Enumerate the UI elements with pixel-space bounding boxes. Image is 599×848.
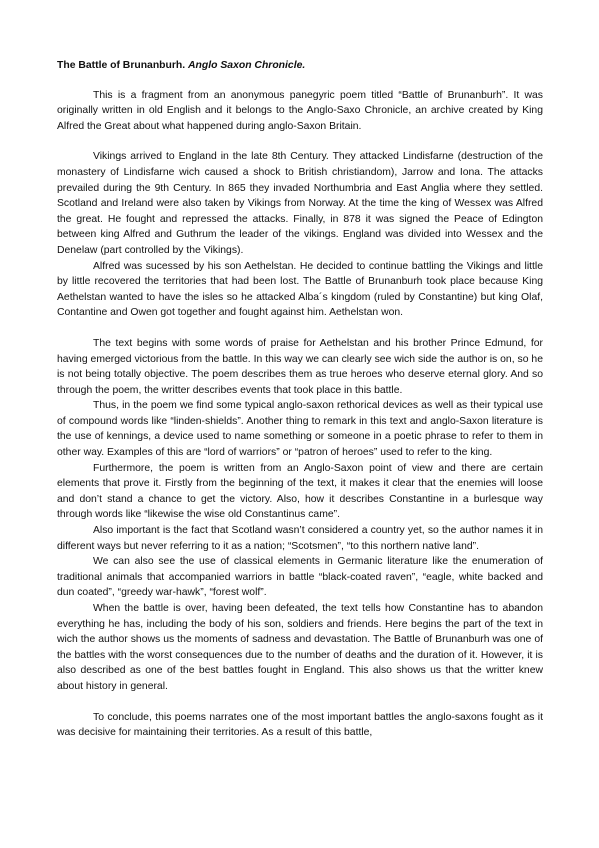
- paragraph-animals: We can also see the use of classical elements in Germanic literature like the enumeration of traditional animals that accompanied warriors in battle “black-coated raven”, “eagle, white backed and dun coated”, “greedy war-hawk”, “forest wolf”.: [57, 556, 543, 599]
- paragraph-aethelstan: Alfred was sucessed by his son Aethelstan. He decided to continue battling the Vikings and little by little recovered the territories that had been lost. The Battle of Brunanburh took place because King Aethelstan wanted to have the isles so he attacked Alba´s kingdom (ruled by Constantine) but king Olaf, Contantine and Owen got together and fought against him. Aethelstan won.: [57, 260, 543, 319]
- paragraph-scotland: Also important is the fact that Scotland wasn’t considered a country yet, so the author names it in different ways but never referring to it as a nation; “Scotsmen”, “to this northern native land”.: [57, 525, 543, 552]
- title-source: Anglo Saxon Chronicle.: [188, 60, 306, 71]
- document-title: [57, 58, 543, 74]
- paragraph-devices: Thus, in the poem we find some typical anglo-saxon rethorical devices as well as their typical use of compound words like “linden-shields”. Another thing to remark in this text and anglo-Saxon literature is the use of kennings, a device used to name something or someone in a poetic phrase to refer to them in other way. Examples of this are “lord of warriors” or “patron of heroes” used to refer to the king.: [57, 400, 543, 459]
- title-text: The Battle of Brunanburh.: [57, 60, 186, 71]
- paragraph-praise: The text begins with some words of praise for Aethelstan and his brother Prince Edmund, for having emerged victorious from the battle. In this way we can clearly see wich side the author is on, so he is not being totally objective. The poem describes them as true heroes who deserve eternal glory. And so through the poem, the writter describes events that took place in this battle.: [57, 337, 543, 396]
- paragraph-defeat: When the battle is over, having been defeated, the text tells how Constantine has to abandon everything he has, including the body of his son, soldiers and friends. Here begins the part of the text in wich the author shows us the moments of sadness and devastation. The Battle of Brunanburh was one of the battles with the worst consequences due to the number of deaths and the duration of it. However, it is also described as one of the best battles fought in England. This also shows us that the writter knew about history in general.: [57, 603, 543, 692]
- document-page: [57, 58, 543, 741]
- paragraph-vikings: Vikings arrived to England in the late 8th Century. They attacked Lindisfarne (destruction of the monastery of Lindisfarne wich caused a shock to British christiandom), Jarrow and Iona. The attacks prevailed during the 9th Century. In 865 they invaded Northumbria and East Anglia where they settled. Scotland and Ireland were also taken by Vikings from Norway. At the time the king of Wessex was Alfred the great. He fought and repressed the attacks. Finally, in 878 it was signed the Peace of Edington between king Alfred and Guthrum the leader of the vikings. England was divided into Wessex and the Denelaw (part controlled by the Vikings).: [57, 151, 543, 256]
- paragraph-point-of-view: Furthermore, the poem is written from an Anglo-Saxon point of view and there are certain elements that prove it. Firstly from the beginning of the text, it makes it clear that the enemies will loose and don’t stand a chance to get the victory. Also, how it describes Constantine in a burlesque way through words like “likewise the wise old Constantinus came”.: [57, 462, 543, 521]
- paragraph-intro: This is a fragment from an anonymous panegyric poem titled “Battle of Brunanburh”. It was originally written in old English and it belongs to the Anglo-Saxo Chronicle, an archive created by King Alfred the Great about what happened during anglo-Saxon Britain.: [57, 89, 543, 132]
- paragraph-conclusion: To conclude, this poems narrates one of the most important battles the anglo-saxons fought as it was decisive for maintaining their territories. As a result of this battle,: [57, 711, 543, 739]
